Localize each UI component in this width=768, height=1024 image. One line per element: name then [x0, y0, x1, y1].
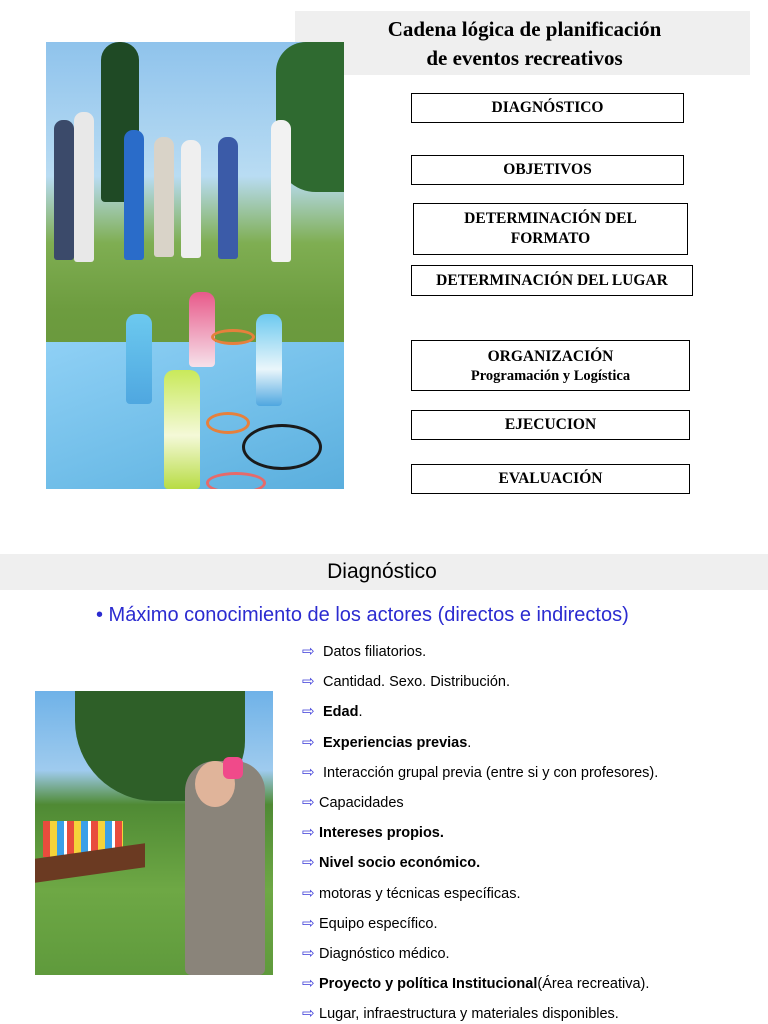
slide-title [295, 11, 750, 75]
chain-step-objetivos: OBJETIVOS [411, 155, 684, 185]
list-item: ⇨ Intereses propios. [302, 823, 762, 853]
arrow-icon: ⇨ [302, 914, 315, 932]
slide-diagnostico [0, 520, 768, 1024]
chain-step-diagnostico: DIAGNÓSTICO [411, 93, 684, 123]
arrow-icon: ⇨ [302, 733, 315, 751]
arrow-icon: ⇨ [302, 1005, 315, 1023]
arrow-icon: ⇨ [302, 884, 315, 902]
chain-step-organizacion: ORGANIZACIÓN Programación y Logística [411, 340, 690, 391]
arrow-icon: ⇨ [302, 673, 315, 691]
list-item: ⇨ Lugar, infraestructura y materiales disponibles. [302, 1004, 762, 1024]
diagnostic-items-list [302, 642, 762, 1024]
arrow-icon: ⇨ [302, 975, 315, 993]
list-item: ⇨ Nivel socio económico. [302, 853, 762, 883]
arrow-icon: ⇨ [302, 793, 315, 811]
list-item: ⇨ Equipo específico. [302, 914, 762, 944]
arrow-icon: ⇨ [302, 643, 315, 660]
list-item: ⇨ Interacción grupal previa (entre si y con profesores). [302, 763, 762, 793]
title-line-1: Cadena lógica de planificación [387, 17, 662, 41]
list-item: ⇨ motoras y técnicas específicas. [302, 884, 762, 914]
list-item: ⇨ Edad . [302, 702, 762, 732]
chain-step-evaluacion: EVALUACIÓN [411, 464, 690, 494]
chain-step-formato: DETERMINACIÓN DEL FORMATO [413, 203, 688, 255]
photo-ring-toss-game [46, 42, 344, 489]
list-item: ⇨ Experiencias previas . [302, 733, 762, 763]
title-line-2: de eventos recreativos [426, 46, 623, 70]
arrow-icon: ⇨ [302, 944, 315, 962]
list-item: ⇨ Diagnóstico médico. [302, 944, 762, 974]
chain-step-lugar: DETERMINACIÓN DEL LUGAR [411, 265, 693, 296]
arrow-icon: ⇨ [302, 824, 315, 842]
slide-heading: Diagnóstico [0, 554, 768, 590]
list-item: ⇨ Capacidades [302, 793, 762, 823]
arrow-icon: ⇨ [302, 703, 315, 721]
chain-step-ejecucion: EJECUCION [411, 410, 690, 440]
list-item: ⇨ Datos filiatorios. [302, 642, 762, 672]
list-item: ⇨ Cantidad. Sexo. Distribución. [302, 672, 762, 702]
list-item: ⇨ Proyecto y política Institucional (Área recreativa). [302, 974, 762, 1004]
arrow-icon: ⇨ [302, 854, 315, 872]
main-bullet: • Máximo conocimiento de los actores (directos e indirectos) [96, 604, 629, 626]
photo-man-throwing-ring [35, 691, 273, 975]
arrow-icon: ⇨ [302, 763, 315, 781]
